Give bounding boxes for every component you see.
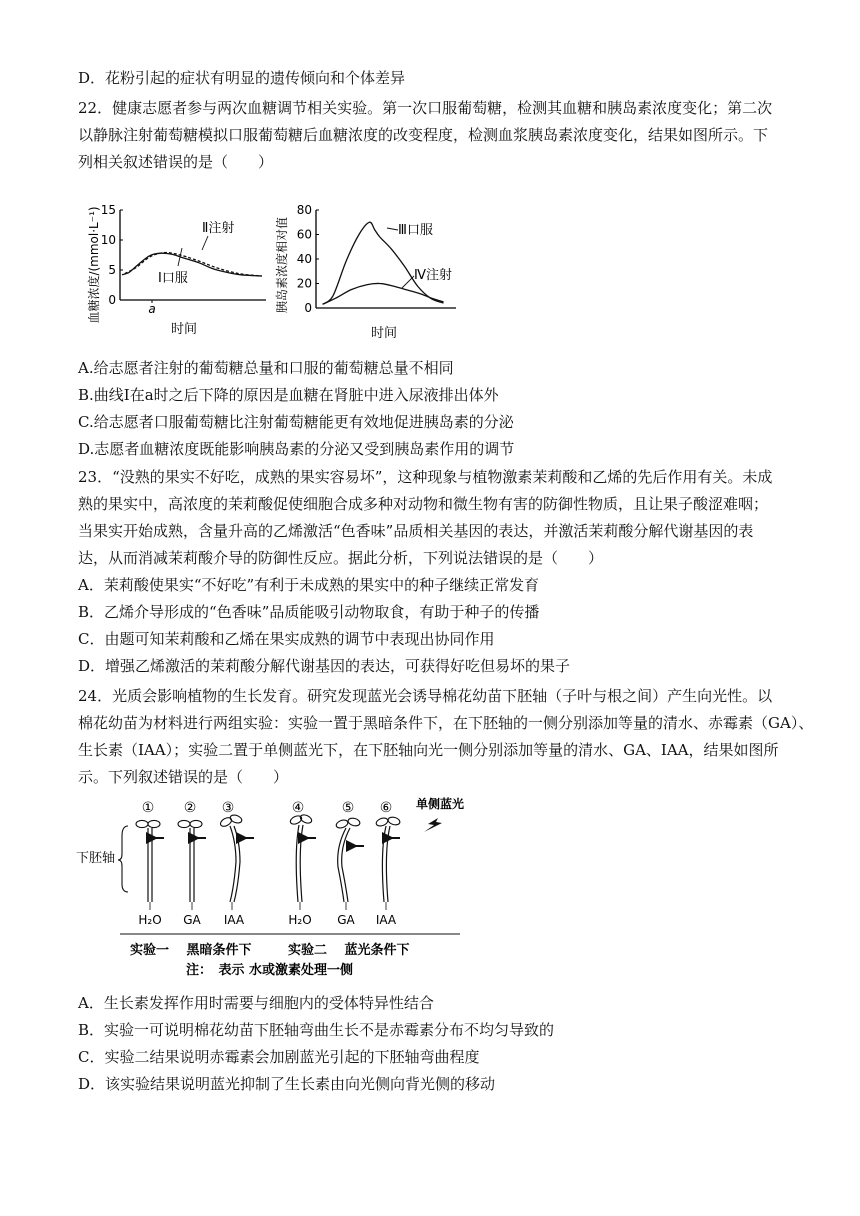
treatment-label: H₂O <box>288 913 312 927</box>
chart2-xlabel: 时间 <box>370 326 398 341</box>
seedling-3 <box>219 814 254 910</box>
treatment-label: H₂O <box>138 913 162 927</box>
treatment-label: GA <box>183 913 201 927</box>
y-tick-label: 15 <box>100 203 116 217</box>
y-tick-label: 60 <box>296 227 312 242</box>
q24-option-c: C．实验二结果说明赤霉素会加剧蓝光引起的下胚轴弯曲程度 <box>78 1048 480 1066</box>
treatment-label: GA <box>337 913 355 927</box>
q22-option-c: C.给志愿者口服葡萄糖比注射葡萄糖能更有效地促进胰岛素的分泌 <box>78 413 514 431</box>
q22-option-d: D.志愿者血糖浓度既能影响胰岛素的分泌又受到胰岛素作用的调节 <box>78 440 515 458</box>
seedling-number: ④ <box>291 800 305 816</box>
chart1-label-pointer <box>202 236 208 250</box>
q23-stem-line: 熟的果实中，高浓度的茉莉酸促使细胞合成多种对动物和微生物有害的防御性物质，且让果子酸涩难咽； <box>78 495 769 513</box>
treatment-label: IAA <box>375 913 397 927</box>
experiment-1-label: 实验一 黑暗条件下 <box>130 943 252 958</box>
q22-figure <box>84 190 504 350</box>
q24-option-a: A．生长素发挥作用时需要与细胞内的受体特异性结合 <box>78 994 434 1012</box>
seedling-number: ① <box>141 800 155 816</box>
chart1-series-label-injection: Ⅱ注射 <box>202 221 235 236</box>
q24-option-b: B．实验一可说明棉花幼苗下胚轴弯曲生长不是赤霉素分布不均匀导致的 <box>78 1021 555 1039</box>
q23-stem-line: 达，从而消减茉莉酸介导的防御性反应。据此分析，下列说法错误的是（ ） <box>78 549 604 567</box>
y-tick-label: 0 <box>108 293 116 307</box>
seedling-6 <box>375 816 401 910</box>
seedling-5 <box>335 817 364 910</box>
experiment-2-label: 实验二 蓝光条件下 <box>288 943 410 958</box>
y-tick-label: 10 <box>100 233 116 247</box>
q24-seedling-figure <box>76 792 476 982</box>
hypocotyl-brace <box>118 826 128 892</box>
q23-stem-line: 当果实开始成熟，含量升高的乙烯激活“色香味”品质相关基因的表达，并激活茉莉酸分解代谢基因的表 <box>78 522 754 540</box>
seedling-1 <box>136 820 164 910</box>
seedling-2 <box>178 820 206 910</box>
q24-stem-line: 生长素（IAA）；实验二置于单侧蓝光下，在下胚轴向光一侧分别添加等量的清水、GA、IAA，结果如图所 <box>78 741 779 759</box>
treatment-label: IAA <box>223 913 245 927</box>
chart2-series-label-injection: Ⅳ注射 <box>414 268 452 283</box>
y-tick-label: 0 <box>304 301 312 315</box>
seedling-number: ⑥ <box>379 800 393 816</box>
blue-light-label: 单侧蓝光 <box>416 797 465 811</box>
figure-note: 注： 表示 水或激素处理一侧 <box>186 963 354 978</box>
chart1-series-label-oral: Ⅰ口服 <box>158 271 188 286</box>
chart1-ylabel: 血糖浓度/(mmol·L⁻¹) <box>87 206 101 324</box>
q22-stem-line: 22．健康志愿者参与两次血糖调节相关实验。第一次口服葡萄糖，检测其血糖和胰岛素浓度变化；第二次 <box>78 99 773 117</box>
blood-glucose-chart <box>86 203 266 337</box>
q23-stem-line: 23．“没熟的果实不好吃，成熟的果实容易坏”，这种现象与植物激素茉莉酸和乙烯的先后作用有关。未成 <box>78 468 773 486</box>
q23-option-a: A．茉莉酸使果实“不好吃”有利于未成熟的果实中的种子继续正常发育 <box>78 576 540 594</box>
seedling-number: ⑤ <box>341 800 355 816</box>
q22-option-a: A.给志愿者注射的葡萄糖总量和口服的葡萄糖总量不相同 <box>78 359 454 377</box>
hypocotyl-label: 下胚轴 <box>76 851 116 866</box>
seedling-4 <box>289 813 316 910</box>
y-tick-label: 20 <box>296 276 312 291</box>
chart2-label-pointer <box>387 228 398 230</box>
chart2-ylabel: 胰岛素浓度相对值 <box>275 216 289 314</box>
chart1-x-marker-a: a <box>148 302 156 316</box>
q24-option-d: D．该实验结果说明蓝光抑制了生长素由向光侧向背光侧的移动 <box>78 1075 496 1093</box>
q23-option-c: C．由题可知茉莉酸和乙烯在果实成熟的调节中表现出协同作用 <box>78 630 495 648</box>
y-tick-label: 40 <box>296 252 312 266</box>
q22-option-b: B.曲线Ⅰ在a时之后下降的原因是血糖在肾脏中进入尿液排出体外 <box>78 386 499 404</box>
chart1-series-oral-line <box>122 253 262 276</box>
y-tick-label: 80 <box>296 203 312 217</box>
q22-stem-line: 以静脉注射葡萄糖模拟口服葡萄糖后血糖浓度的改变程度，检测血浆胰岛素浓度变化，结果如图所示。下 <box>78 126 769 144</box>
q24-stem-line: 24．光质会影响植物的生长发育。研究发现蓝光会诱导棉花幼苗下胚轴（子叶与根之间）产生向光性。以 <box>78 687 773 705</box>
q23-option-d: D．增强乙烯激活的茉莉酸分解代谢基因的表达，可获得好吃但易坏的果子 <box>78 657 571 675</box>
q24-stem-line: 示。下列叙述错误的是（ ） <box>78 768 289 786</box>
chart1-series-injection-line <box>125 252 262 276</box>
q22-stem-line: 列相关叙述错误的是（ ） <box>78 153 274 171</box>
insulin-chart <box>274 203 456 341</box>
chart2-label-pointer <box>402 276 414 288</box>
q21-option-d: D．花粉引起的症状有明显的遗传倾向和个体差异 <box>78 69 406 87</box>
q23-option-b: B．乙烯介导形成的“色香味”品质能吸引动物取食，有助于种子的传播 <box>78 603 540 621</box>
seedling-number: ③ <box>221 800 235 816</box>
lightning-icon <box>424 818 442 832</box>
y-tick-label: 5 <box>108 263 116 277</box>
q24-stem-line: 棉花幼苗为材料进行两组实验：实验一置于黑暗条件下，在下胚轴的一侧分别添加等量的清水、赤霉素（GA）、 <box>78 714 814 732</box>
seedling-number: ② <box>183 800 197 816</box>
chart2-series-label-oral: Ⅲ口服 <box>398 223 433 238</box>
chart1-xlabel: 时间 <box>170 322 198 337</box>
